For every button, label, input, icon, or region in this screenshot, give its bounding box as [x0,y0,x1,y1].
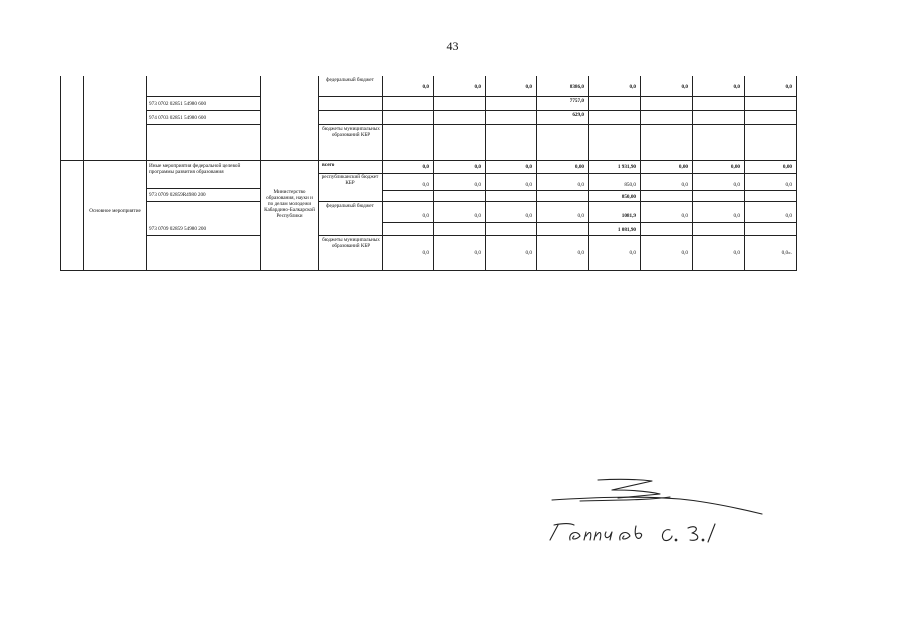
table-rule [318,96,796,97]
budget-code: 973 0702 02851 54980 600 [149,101,207,107]
value-cell: 0,0 [422,164,429,170]
table-rule [60,160,796,161]
table-rule [146,235,260,236]
table-rule [146,124,260,125]
value-cell: 0,0 [422,250,429,256]
value-cell: 0,0 [733,213,740,219]
value-cell: 1 931,90 [617,164,636,170]
value-cell: 0,0 [681,182,688,188]
table-rule [382,190,796,191]
value-cell: 0,0 [785,84,792,90]
table-rule [146,201,260,202]
value-cell: 850,00 [621,194,636,200]
value-cell: 0,0 [422,182,429,188]
value-cell: 0,00 [678,164,688,170]
table-rule [146,76,147,271]
value-cell: 0,0 [733,84,740,90]
budget-code: 974 0703 02851 54980 600 [149,115,207,121]
table-rule [146,110,260,111]
value-cell: 1081,9 [621,213,636,219]
table-rule [640,76,641,271]
signature-image [540,470,790,560]
table-rule [433,76,434,271]
table-rule [692,76,693,271]
value-cell: 0,0 [525,213,532,219]
row-category: Основное мероприятие [89,208,141,214]
table-rule [382,76,383,271]
value-cell: 0,0 [681,213,688,219]
source-label: федеральный бюджет [326,77,374,83]
table-rule [60,76,61,271]
table-rule [146,188,260,189]
table-rule [318,235,796,236]
value-cell: 0,0 [474,84,481,90]
value-cell: 0,0 [681,84,688,90]
table-rule [318,124,796,125]
value-cell: 0,0 [474,213,481,219]
value-cell: 629,0 [572,112,584,118]
table-rule [260,76,261,271]
table-rule [382,222,796,223]
value-cell: 0,0 [577,182,584,188]
value-cell: 0,00 [730,164,740,170]
table-rule [536,76,537,271]
source-label: бюджеты муниципальных образований КБР [322,237,380,249]
value-cell: 0,0 [577,250,584,256]
value-cell: 0,00 [782,164,792,170]
value-cell: 0,0 [525,182,532,188]
page-number: 43 [446,39,459,53]
value-cell: 0,0 [474,250,481,256]
value-cell: 0,0 [525,250,532,256]
value-cell: 0,0 [629,84,636,90]
table-rule [60,270,796,271]
value-cell: 0,0 [629,250,636,256]
source-label: всего [322,162,335,168]
value-cell: 0,0». [781,250,792,256]
value-cell: 0,0 [785,213,792,219]
table-rule [796,76,797,271]
value-cell: 0,0 [525,84,532,90]
value-cell: 7757,0 [569,98,584,104]
value-cell: 0,0 [681,250,688,256]
value-cell: 0,0 [785,182,792,188]
table-rule [318,110,796,111]
value-cell: 8386,0 [569,84,584,90]
budget-code: 973 0709 02859 54980 200 [149,226,207,232]
value-cell: 0,00 [574,164,584,170]
source-label: республиканский бюджет КБР [321,174,379,186]
executor: Министерство образования, науки и по делам молодежи Кабардино-Балкарской Республики [264,189,315,219]
value-cell: 0,0 [733,182,740,188]
table-rule [318,201,796,202]
value-cell: 0,0 [525,164,532,170]
table-rule [146,96,260,97]
table-rule [744,76,745,271]
table-rule [318,76,319,271]
value-cell: 0,0 [577,213,584,219]
table-rule [588,76,589,271]
value-cell: 0,0 [474,182,481,188]
table-rule [83,76,84,271]
source-label: федеральный бюджет [326,203,374,209]
source-label: бюджеты муниципальных образований КБР [322,126,380,138]
value-cell: 1 081,90 [617,227,636,233]
value-cell: 0,0 [733,250,740,256]
row-title: Иные мероприятия федеральной целевой программы развития образования [149,163,241,175]
value-cell: 0,0 [422,84,429,90]
value-cell: 0,0 [474,164,481,170]
value-cell: 850,0 [624,182,636,188]
table-rule [485,76,486,271]
budget-code: 973 0709 02859R4980 200 [149,192,206,198]
table-rule [318,173,796,174]
value-cell: 0,0 [422,213,429,219]
